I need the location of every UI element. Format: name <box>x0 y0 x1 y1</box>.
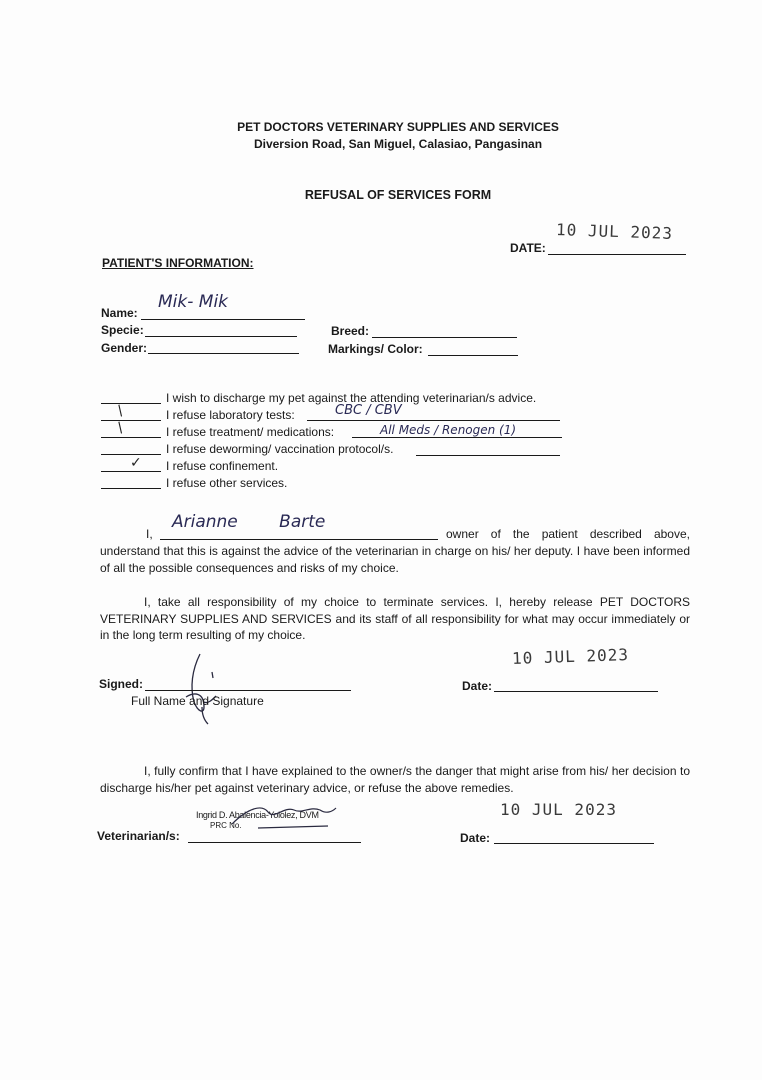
option-handwritten-value: CBC / CBV <box>335 403 402 418</box>
vet-date-field[interactable] <box>494 843 654 844</box>
option-blank[interactable] <box>101 471 161 472</box>
consent-i-label: I, <box>146 527 153 541</box>
specie-label: Specie: <box>101 323 144 337</box>
consent-line1-rest: owner of the patient described above, <box>446 527 690 541</box>
check-mark: / <box>114 419 127 437</box>
company-name: PET DOCTORS VETERINARY SUPPLIES AND SERVICES <box>237 120 559 134</box>
date-stamp: 10 JUL 2023 <box>555 219 674 244</box>
vet-date-stamp: 10 JUL 2023 <box>500 800 617 819</box>
markings-label: Markings/ Color: <box>328 342 423 356</box>
vet-signature-field[interactable] <box>188 842 361 843</box>
name-field[interactable] <box>141 319 305 320</box>
vet-name-stamp: Ingrid D. Abalencia-Yololez, DVM <box>196 810 319 820</box>
option-label: I refuse laboratory tests: <box>166 408 295 422</box>
deworming-field[interactable] <box>416 455 560 456</box>
name-label: Name: <box>101 306 138 320</box>
owner-date-field[interactable] <box>494 691 658 692</box>
gender-field[interactable] <box>148 353 299 354</box>
option-blank[interactable] <box>101 420 161 421</box>
option-handwritten-value: All Meds / Renogen (1) <box>380 423 517 437</box>
consent-text: understand that this is against the advice of the veterinarian in charge on his/ her deputy. I have been informed of all the possible consequences and risks of my choice. <box>100 544 690 575</box>
option-blank[interactable] <box>101 403 161 404</box>
option-label: I refuse treatment/ medications: <box>166 425 335 439</box>
option-blank[interactable] <box>101 437 161 438</box>
option-label: I wish to discharge my pet against the attending veterinarian/s advice. <box>166 391 537 405</box>
option-label: I refuse deworming/ vaccination protocol/s. <box>166 442 394 456</box>
patient-info-heading: PATIENT'S INFORMATION: <box>102 256 254 270</box>
owner-name-handwritten: Arianne Barte <box>172 512 326 532</box>
breed-field[interactable] <box>372 337 517 338</box>
signed-label: Signed: <box>99 677 143 691</box>
owner-name-field[interactable] <box>160 539 438 540</box>
option-blank[interactable] <box>101 488 161 489</box>
vet-label: Veterinarian/s: <box>97 829 180 843</box>
date-line[interactable] <box>548 254 686 255</box>
release-text: I, take all responsibility of my choice to terminate services. I, hereby release PET DOCTORS VETERINARY SUPPLIES AND SERVICES and its staff of all responsibility for what may occur immediately or in the long term resulting of my choice. <box>100 595 690 642</box>
vet-date-label: Date: <box>460 831 491 845</box>
vet-signature <box>228 802 338 832</box>
full-name-caption: Full Name and Signature <box>131 694 264 708</box>
treatment-field[interactable] <box>352 437 562 438</box>
specie-field[interactable] <box>145 336 297 337</box>
lab-tests-field[interactable] <box>307 420 560 421</box>
markings-field[interactable] <box>428 355 518 356</box>
date-label: DATE: <box>510 241 546 255</box>
form-title: REFUSAL OF SERVICES FORM <box>304 188 492 202</box>
owner-date-label: Date: <box>462 679 493 693</box>
check-mark: ✓ <box>130 455 142 471</box>
company-address: Diversion Road, San Miguel, Calasiao, Pangasinan <box>253 137 543 151</box>
owner-signature-field[interactable] <box>145 690 351 691</box>
option-label: I refuse other services. <box>166 476 288 490</box>
breed-label: Breed: <box>331 324 370 338</box>
gender-label: Gender: <box>101 341 148 355</box>
check-mark: / <box>114 402 127 420</box>
vet-prc-stamp: PRC No. <box>210 821 242 830</box>
confirmation-text: I, fully confirm that I have explained to the owner/s the danger that might arise from his/ her decision to discharge his/her pet against veterinary advice, or refuse the above remedies. <box>100 764 690 795</box>
owner-date-stamp: 10 JUL 2023 <box>511 644 630 669</box>
option-label: I refuse confinement. <box>166 459 279 473</box>
patient-name-value: Mik- Mik <box>158 292 229 312</box>
